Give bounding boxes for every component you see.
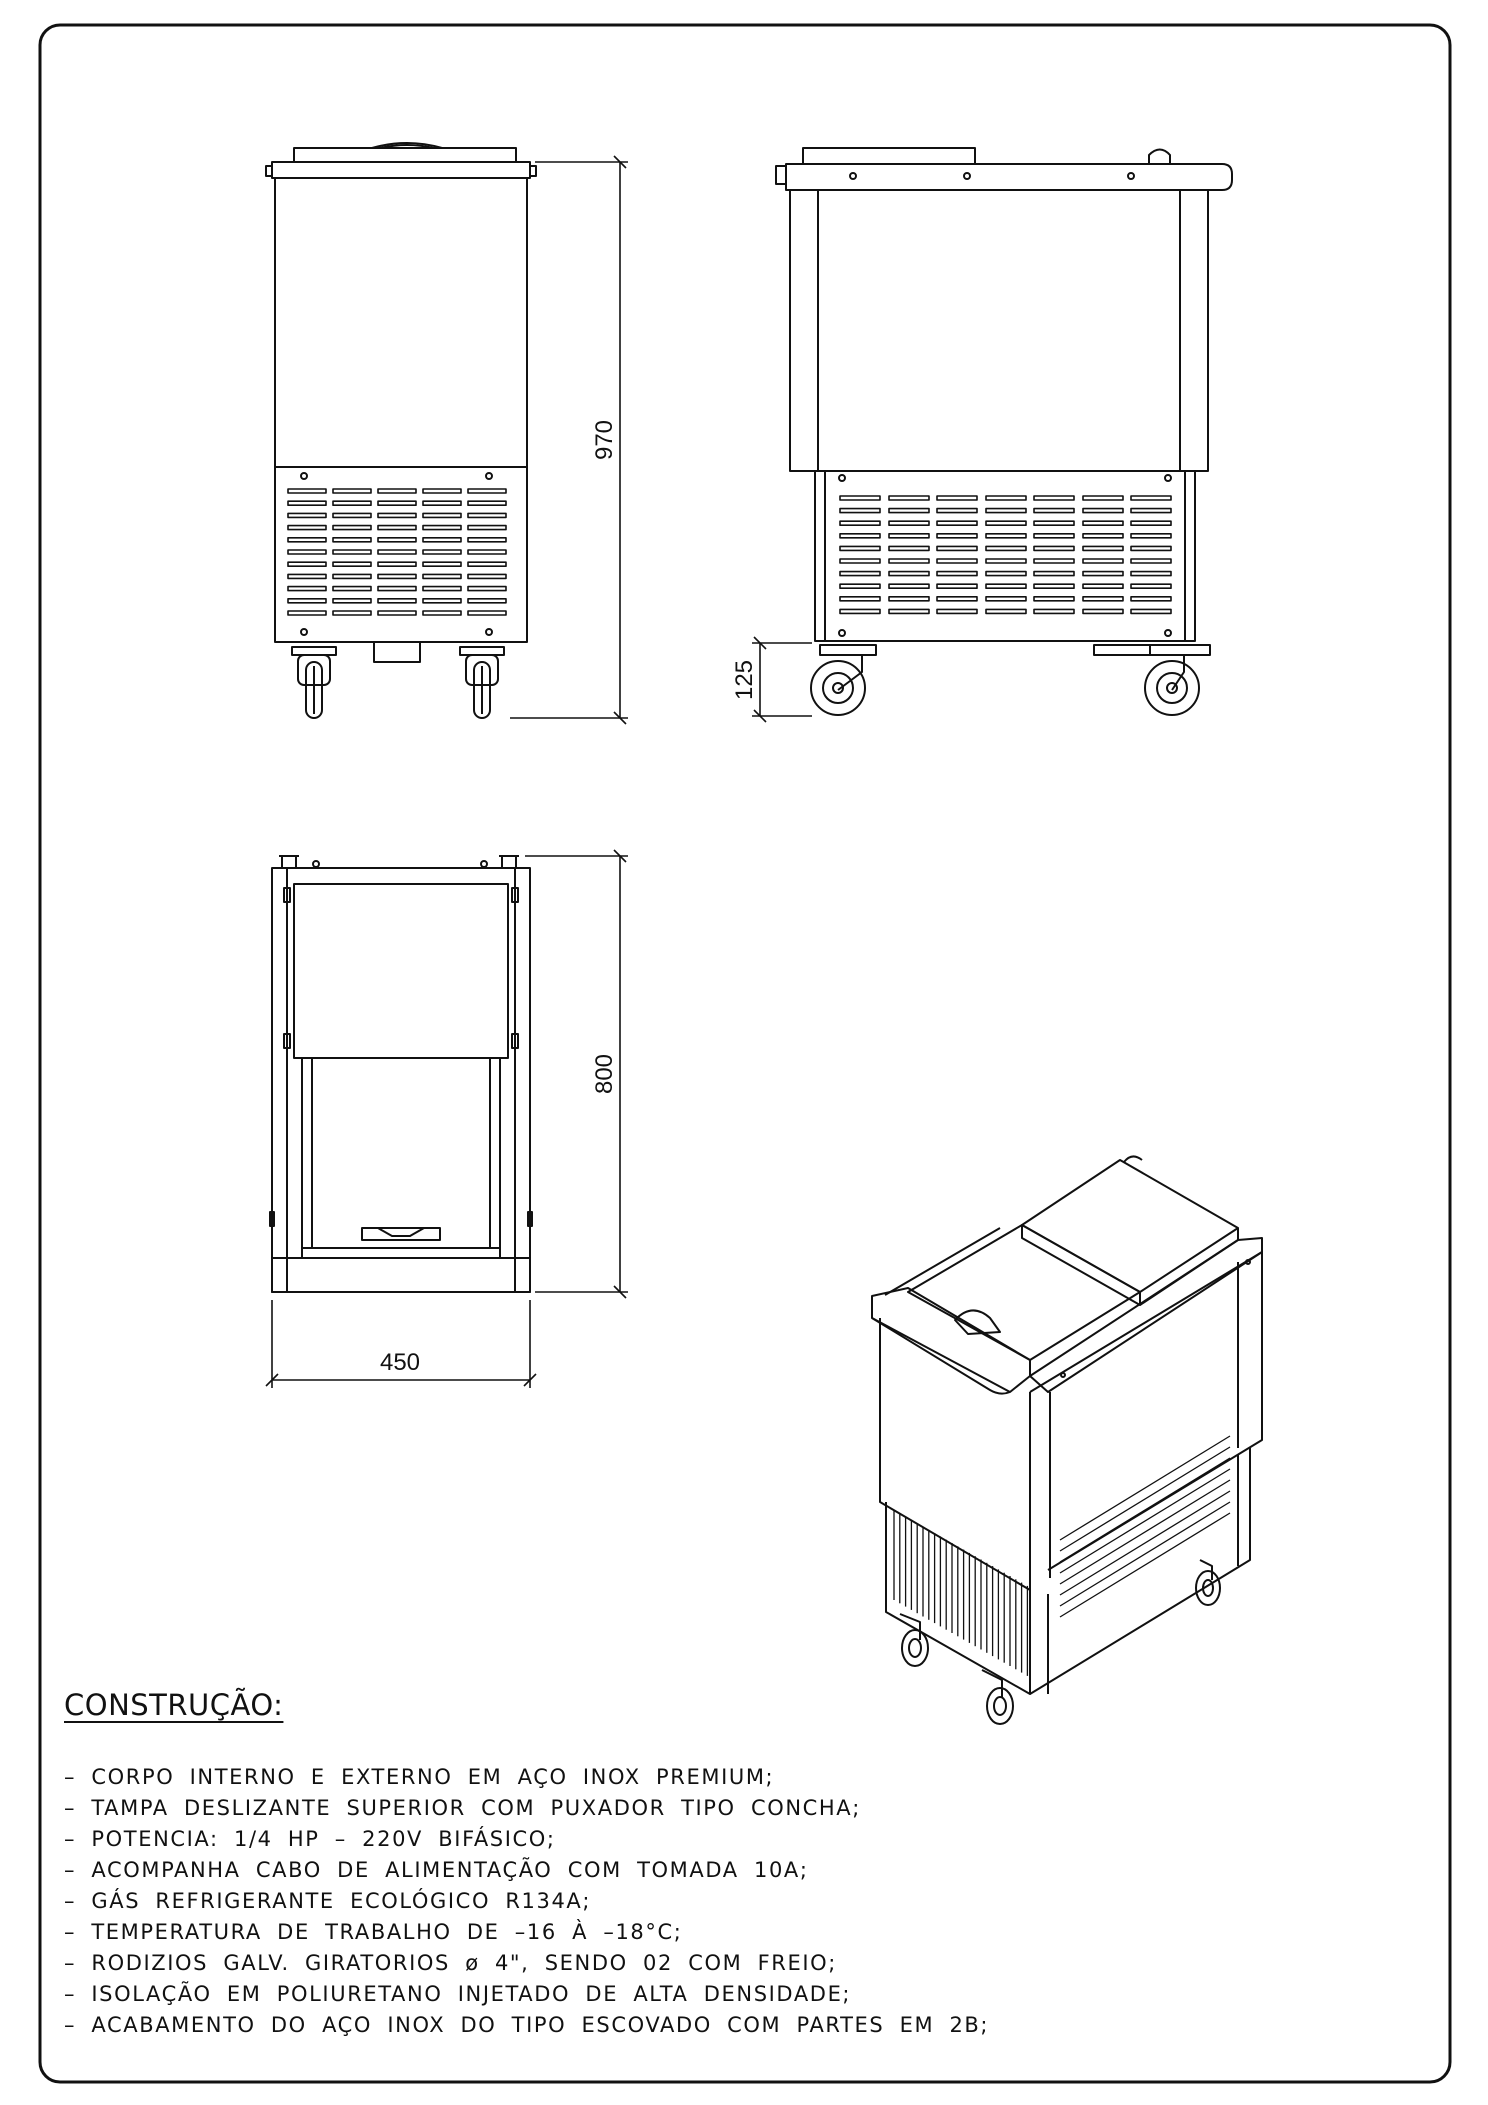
dimension-label-800: 800 bbox=[591, 1053, 618, 1095]
grille-slot bbox=[423, 538, 461, 542]
grille-slot bbox=[840, 559, 880, 563]
grille-slot bbox=[1083, 546, 1123, 550]
grille-slot bbox=[378, 599, 416, 603]
grille-slot bbox=[1131, 496, 1171, 500]
grille-slot bbox=[423, 489, 461, 493]
grille-slot bbox=[423, 562, 461, 566]
grille-slot bbox=[468, 611, 506, 615]
grille-slot bbox=[468, 562, 506, 566]
dimension-label-970: 970 bbox=[591, 419, 618, 461]
grille-slot bbox=[937, 609, 977, 613]
grille-line bbox=[1060, 1469, 1230, 1573]
grille-slot bbox=[423, 513, 461, 517]
grille-slot bbox=[1083, 584, 1123, 588]
grille-slot bbox=[378, 513, 416, 517]
grille-line bbox=[1060, 1436, 1230, 1540]
grille-slot bbox=[889, 546, 929, 550]
grille-slot bbox=[1131, 572, 1171, 576]
grille-slot bbox=[986, 584, 1026, 588]
grille-slot bbox=[840, 546, 880, 550]
grille-slot bbox=[378, 489, 416, 493]
grille-slot bbox=[1034, 597, 1074, 601]
grille-slot bbox=[423, 550, 461, 554]
iso-caster-front-right bbox=[982, 1670, 1013, 1724]
dimension-label-450: 450 bbox=[379, 1349, 421, 1376]
grille-slot bbox=[1034, 546, 1074, 550]
spec-item: – ACABAMENTO DO AÇO INOX DO TIPO ESCOVADO COM PARTES EM 2B; bbox=[64, 2013, 990, 2037]
grille-slot bbox=[889, 521, 929, 525]
front-grille-slots bbox=[288, 489, 506, 615]
front-left-caster bbox=[292, 647, 336, 718]
grille-slot bbox=[378, 562, 416, 566]
construction-spec-list bbox=[64, 1762, 989, 2041]
construction-title: CONSTRUÇÃO: bbox=[64, 1688, 284, 1722]
grille-slot bbox=[333, 599, 371, 603]
front-right-caster bbox=[460, 647, 504, 718]
isometric-grille-lines bbox=[894, 1436, 1230, 1676]
grille-slot bbox=[986, 521, 1026, 525]
grille-slot bbox=[468, 550, 506, 554]
grille-slot bbox=[288, 550, 326, 554]
grille-slot bbox=[840, 509, 880, 513]
grille-slot bbox=[1034, 509, 1074, 513]
grille-slot bbox=[1131, 509, 1171, 513]
grille-slot bbox=[1034, 534, 1074, 538]
grille-slot bbox=[1034, 496, 1074, 500]
grille-slot bbox=[378, 574, 416, 578]
grille-slot bbox=[889, 609, 929, 613]
grille-slot bbox=[1034, 609, 1074, 613]
grille-line bbox=[1060, 1458, 1230, 1562]
grille-slot bbox=[288, 587, 326, 591]
front-view bbox=[266, 143, 536, 718]
grille-slot bbox=[333, 562, 371, 566]
grille-slot bbox=[1083, 521, 1123, 525]
grille-slot bbox=[288, 526, 326, 530]
grille-slot bbox=[288, 489, 326, 493]
top-view bbox=[270, 856, 532, 1292]
grille-slot bbox=[986, 609, 1026, 613]
grille-slot bbox=[889, 509, 929, 513]
grille-slot bbox=[288, 513, 326, 517]
grille-slot bbox=[1083, 597, 1123, 601]
spec-item: – POTENCIA: 1/4 HP – 220V BIFÁSICO; bbox=[64, 1827, 556, 1851]
grille-slot bbox=[468, 587, 506, 591]
grille-slot bbox=[1131, 559, 1171, 563]
iso-caster-back-right bbox=[1196, 1560, 1220, 1605]
grille-slot bbox=[1083, 509, 1123, 513]
grille-slot bbox=[840, 521, 880, 525]
grille-slot bbox=[378, 550, 416, 554]
grille-slot bbox=[423, 599, 461, 603]
spec-item: – TAMPA DESLIZANTE SUPERIOR COM PUXADOR TIPO CONCHA; bbox=[64, 1796, 861, 1820]
grille-slot bbox=[468, 599, 506, 603]
grille-slot bbox=[986, 597, 1026, 601]
grille-line bbox=[1060, 1513, 1230, 1617]
grille-slot bbox=[468, 574, 506, 578]
grille-slot bbox=[986, 559, 1026, 563]
grille-slot bbox=[1083, 534, 1123, 538]
grille-slot bbox=[333, 550, 371, 554]
grille-slot bbox=[378, 538, 416, 542]
grille-slot bbox=[1131, 521, 1171, 525]
grille-slot bbox=[423, 574, 461, 578]
grille-slot bbox=[1034, 572, 1074, 576]
grille-slot bbox=[1131, 534, 1171, 538]
grille-slot bbox=[468, 538, 506, 542]
spec-item: – ACOMPANHA CABO DE ALIMENTAÇÃO COM TOMADA 10A; bbox=[64, 1858, 809, 1882]
grille-slot bbox=[1083, 572, 1123, 576]
grille-slot bbox=[378, 501, 416, 505]
grille-slot bbox=[889, 572, 929, 576]
grille-slot bbox=[1131, 584, 1171, 588]
side-left-caster bbox=[811, 645, 876, 715]
dimension-wheel-125 bbox=[752, 637, 812, 722]
grille-slot bbox=[840, 572, 880, 576]
grille-slot bbox=[986, 546, 1026, 550]
grille-slot bbox=[937, 496, 977, 500]
grille-slot bbox=[889, 534, 929, 538]
side-view bbox=[776, 148, 1232, 715]
grille-slot bbox=[986, 534, 1026, 538]
grille-slot bbox=[423, 526, 461, 530]
grille-line bbox=[1060, 1502, 1230, 1606]
grille-slot bbox=[840, 609, 880, 613]
grille-slot bbox=[889, 559, 929, 563]
grille-slot bbox=[333, 501, 371, 505]
grille-slot bbox=[378, 611, 416, 615]
grille-slot bbox=[333, 513, 371, 517]
grille-slot bbox=[288, 538, 326, 542]
grille-slot bbox=[937, 534, 977, 538]
dimension-label-125: 125 bbox=[731, 659, 758, 701]
spec-item: – GÁS REFRIGERANTE ECOLÓGICO R134A; bbox=[64, 1889, 592, 1913]
grille-slot bbox=[840, 496, 880, 500]
grille-slot bbox=[937, 546, 977, 550]
grille-slot bbox=[333, 574, 371, 578]
side-grille-slots bbox=[840, 496, 1171, 613]
grille-slot bbox=[937, 509, 977, 513]
grille-slot bbox=[840, 597, 880, 601]
grille-slot bbox=[468, 501, 506, 505]
grille-slot bbox=[1083, 559, 1123, 563]
grille-slot bbox=[1131, 609, 1171, 613]
spec-item: – RODIZIOS GALV. GIRATORIOS ø 4", SENDO 02 COM FREIO; bbox=[64, 1951, 837, 1975]
grille-slot bbox=[288, 599, 326, 603]
grille-line bbox=[1060, 1447, 1230, 1551]
grille-slot bbox=[333, 538, 371, 542]
grille-slot bbox=[937, 559, 977, 563]
grille-slot bbox=[333, 611, 371, 615]
spec-item: – ISOLAÇÃO EM POLIURETANO INJETADO DE ALTA DENSIDADE; bbox=[64, 1982, 852, 2006]
grille-slot bbox=[840, 534, 880, 538]
grille-slot bbox=[468, 513, 506, 517]
grille-slot bbox=[937, 572, 977, 576]
grille-slot bbox=[1131, 546, 1171, 550]
spec-item: – TEMPERATURA DE TRABALHO DE –16 À –18°C; bbox=[64, 1920, 683, 1944]
grille-slot bbox=[468, 489, 506, 493]
grille-slot bbox=[1034, 521, 1074, 525]
grille-slot bbox=[333, 489, 371, 493]
grille-slot bbox=[986, 572, 1026, 576]
grille-slot bbox=[1131, 597, 1171, 601]
grille-slot bbox=[840, 584, 880, 588]
grille-slot bbox=[937, 597, 977, 601]
grille-slot bbox=[378, 526, 416, 530]
grille-slot bbox=[288, 611, 326, 615]
grille-slot bbox=[986, 496, 1026, 500]
grille-slot bbox=[1083, 496, 1123, 500]
spec-item: – CORPO INTERNO E EXTERNO EM AÇO INOX PREMIUM; bbox=[64, 1765, 775, 1789]
grille-slot bbox=[889, 496, 929, 500]
grille-slot bbox=[333, 587, 371, 591]
isometric-view bbox=[872, 1156, 1262, 1724]
grille-slot bbox=[1034, 559, 1074, 563]
grille-slot bbox=[333, 526, 371, 530]
grille-slot bbox=[889, 597, 929, 601]
grille-slot bbox=[1034, 584, 1074, 588]
grille-slot bbox=[288, 574, 326, 578]
grille-slot bbox=[423, 611, 461, 615]
grille-slot bbox=[288, 562, 326, 566]
grille-slot bbox=[423, 501, 461, 505]
grille-slot bbox=[288, 501, 326, 505]
side-right-caster bbox=[1094, 645, 1210, 715]
grille-line bbox=[1060, 1491, 1230, 1595]
grille-slot bbox=[889, 584, 929, 588]
grille-line bbox=[1060, 1480, 1230, 1584]
grille-slot bbox=[1083, 609, 1123, 613]
grille-slot bbox=[423, 587, 461, 591]
grille-slot bbox=[378, 587, 416, 591]
grille-slot bbox=[937, 521, 977, 525]
grille-slot bbox=[937, 584, 977, 588]
grille-slot bbox=[986, 509, 1026, 513]
grille-slot bbox=[468, 526, 506, 530]
